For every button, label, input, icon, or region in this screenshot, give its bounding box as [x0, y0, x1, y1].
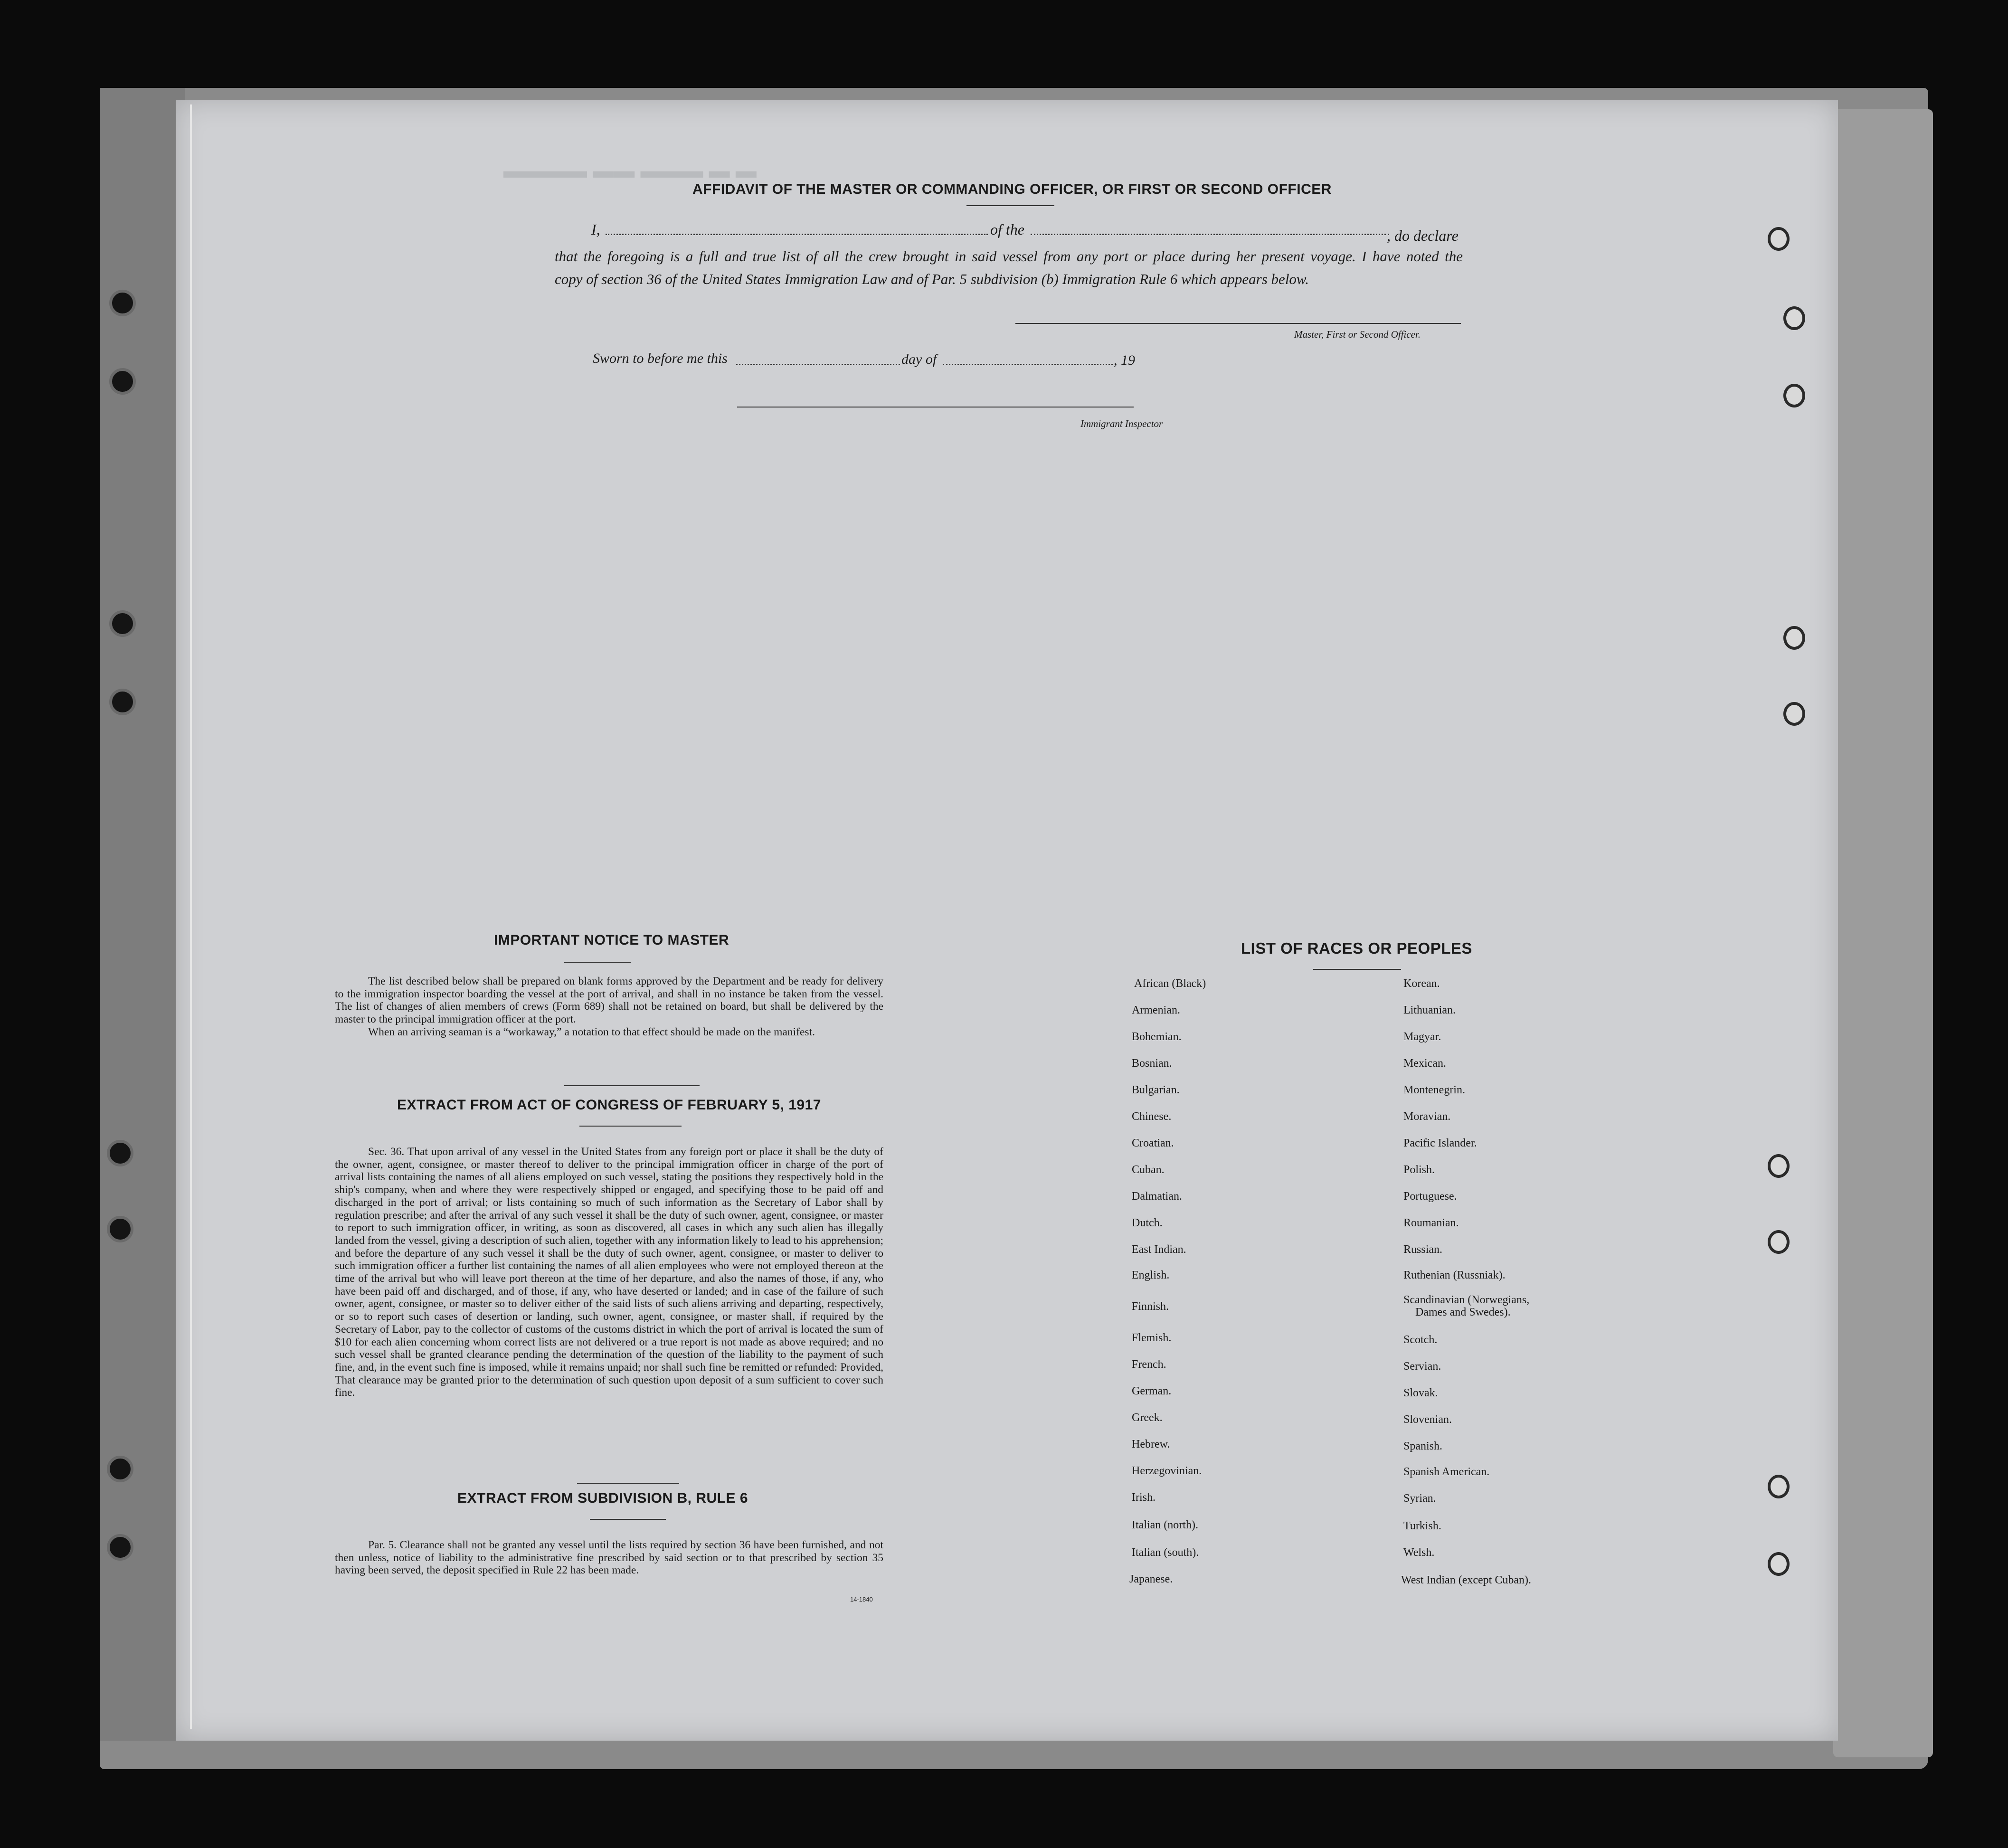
affidavit-line2: that the foregoing is a full and true list of all the crew brought in said vessel from any port or place during her present voyage. I have noted the [555, 248, 1463, 265]
race-item: Armenian. [1132, 1004, 1180, 1016]
inspector-caption: Immigrant Inspector [1080, 418, 1163, 429]
race-item: Italian (south). [1132, 1546, 1199, 1559]
backing-sheet-right-edge [1833, 109, 1933, 1757]
form-number: 14-1840 [850, 1596, 873, 1603]
sworn-day-blank[interactable] [736, 364, 900, 365]
rule-extract-underline [590, 1519, 666, 1520]
race-item: Polish. [1403, 1164, 1435, 1176]
binder-hole [1768, 1230, 1790, 1254]
race-item: Ruthenian (Russniak). [1403, 1269, 1506, 1281]
races-underline [1313, 969, 1401, 970]
notice-body [335, 975, 883, 1039]
notice-paragraph: When an arriving seaman is a “workaway,” a notation to that effect should be made on the manifest. [368, 1025, 815, 1038]
race-item: Scandinavian (Norwegians, [1403, 1294, 1530, 1306]
sworn-start: Sworn to before me this [593, 351, 728, 366]
binder-hole [107, 1534, 133, 1561]
race-item: Korean. [1403, 977, 1440, 990]
name-blank[interactable] [606, 234, 988, 235]
race-item: English. [1132, 1269, 1170, 1281]
race-item: Montenegrin. [1403, 1084, 1465, 1096]
race-item: Greek. [1132, 1412, 1163, 1424]
race-item: French. [1132, 1358, 1166, 1371]
rule-extract-title: EXTRACT FROM SUBDIVISION B, RULE 6 [457, 1490, 748, 1506]
race-item: Moravian. [1403, 1110, 1451, 1123]
race-item: Flemish. [1132, 1332, 1172, 1344]
page-fold-line [190, 104, 192, 1729]
binder-hole [1768, 1552, 1790, 1576]
signature-caption: Master, First or Second Officer. [1294, 329, 1421, 340]
sworn-year: , 19 [1114, 352, 1135, 368]
binder-hole [109, 689, 136, 715]
binder-hole [107, 1140, 133, 1166]
binder-hole [1783, 306, 1805, 330]
race-item: Dutch. [1132, 1217, 1163, 1229]
binder-hole [1783, 702, 1805, 726]
race-item: Turkish. [1403, 1520, 1441, 1532]
race-item: Slovak. [1403, 1387, 1438, 1399]
binder-hole [109, 290, 136, 316]
races-title: LIST OF RACES OR PEOPLES [1241, 939, 1472, 957]
bleed-through-marks: ▬ ▬ ▬▬▬ ▬▬ ▬▬▬▬ [503, 159, 757, 182]
race-item: Chinese. [1132, 1110, 1172, 1123]
affidavit-line1-start: I, [591, 221, 600, 238]
form-page [176, 100, 1838, 1741]
race-item: Roumanian. [1403, 1217, 1459, 1229]
race-item: Scotch. [1403, 1334, 1438, 1346]
race-item: Hebrew. [1132, 1438, 1170, 1450]
race-item: Dalmatian. [1132, 1190, 1182, 1203]
race-item: Bulgarian. [1132, 1084, 1180, 1096]
race-item: East Indian. [1132, 1243, 1186, 1256]
race-item: African (Black) [1134, 977, 1206, 990]
sworn-month-blank[interactable] [943, 364, 1116, 365]
race-item: Dames and Swedes). [1415, 1306, 1511, 1318]
race-item: Slovenian. [1403, 1413, 1452, 1426]
binder-hole [1783, 384, 1805, 408]
race-item: West Indian (except Cuban). [1401, 1574, 1531, 1586]
race-item: Magyar. [1403, 1031, 1441, 1043]
binder-hole [1768, 1475, 1790, 1498]
race-item: Russian. [1403, 1243, 1443, 1256]
act-extract-underline [579, 1126, 682, 1127]
race-item: Mexican. [1403, 1057, 1446, 1070]
sworn-mid: day of [901, 351, 937, 367]
act-extract-body [335, 1146, 883, 1399]
binder-hole [109, 368, 136, 395]
race-item: Servian. [1403, 1360, 1441, 1373]
vessel-blank[interactable] [1031, 234, 1389, 235]
section-divider [577, 1483, 679, 1484]
notice-underline [564, 962, 631, 963]
race-item: Pacific Islander. [1403, 1137, 1477, 1149]
notice-paragraph: The list described below shall be prepared on blank forms approved by the Department and be ready for delivery to the immigration inspector boarding the vessel at the port of arrival, and shall in no instance be taken from the vessel. The list of changes of alien members of crews (Form 689) shall not be retained on board, but shall be delivered by the master to the principal immigration officer at the port. [335, 975, 883, 1026]
race-item: Spanish. [1403, 1440, 1443, 1452]
rule-extract-body [335, 1539, 883, 1577]
race-item: Irish. [1132, 1491, 1156, 1504]
act-extract-title: EXTRACT FROM ACT OF CONGRESS OF FEBRUARY 5, 1917 [397, 1097, 821, 1113]
race-item: Bosnian. [1132, 1057, 1172, 1070]
race-item: Croatian. [1132, 1137, 1174, 1149]
affidavit-line1-end: , do declare [1387, 227, 1459, 244]
race-item: Lithuanian. [1403, 1004, 1456, 1016]
race-item: German. [1132, 1385, 1172, 1397]
notice-title: IMPORTANT NOTICE TO MASTER [494, 932, 729, 948]
signature-line[interactable] [1015, 323, 1461, 324]
race-item: Portuguese. [1403, 1190, 1457, 1203]
binder-hole [1768, 227, 1790, 251]
race-item: Japanese. [1129, 1573, 1173, 1585]
binder-hole [1783, 626, 1805, 650]
affidavit-line1-mid: of the [990, 221, 1024, 238]
act-extract-text: Sec. 36. That upon arrival of any vessel in the United States from any foreign port or place it shall be the duty of the owner, agent, consignee, or master thereof to deliver to the principal immigration officer in charge of the port of arrival lists containing the names of all aliens employed on such vessel, stating the positions they respectively hold in the ship's company, when and where they were respectively shipped or engaged, and specifying those to be paid off and discharged in the port of arrival; or lists containing so much of such information as the Secretary of Labor shall by regulation prescribe; and after the arrival of any such vessel it shall be the duty of such owner, agent, consignee, or master to report to such immigration officer, in writing, as soon as discovered, all cases in which any such alien has illegally landed from the vessel, giving a description of such alien, together with any information likely to lead to his apprehension; and before the departure of any such vessel it shall be the duty of such owner, agent, consignee, or master to deliver to such immigration officer a further list containing the names of all alien employees who were not employed thereon at the time of the arrival but who will leave port thereon at the time of her departure, and also the names of those, if any, who have been paid off and discharged, and of those, if any, who have deserted or landed; and in case of the failure of such owner, agent, consignee, or master so to deliver either of the said lists of such aliens arriving and departing, respectively, or so to report such cases of desertion or landing, such owner, agent, consignee, or master shall, if required by the Secretary of Labor, pay to the collector of customs of the customs district in which the port of arrival is located the sum of $10 for each alien concerning whom correct lists are not delivered or a true report is not made as above required; and no such vessel shall be granted clearance pending the determination of the question of the liability to the payment of such fine, and, in the event such fine is imposed, while it remains unpaid; nor shall such fine be remitted or refunded: Provided, That clearance may be granted prior to the determination of such question upon deposit of a sum sufficient to cover such fine. [335, 1146, 883, 1399]
binder-hole [109, 610, 136, 637]
race-item: Cuban. [1132, 1164, 1165, 1176]
race-item: Spanish American. [1403, 1466, 1490, 1478]
race-item: Syrian. [1403, 1492, 1436, 1505]
race-item: Italian (north). [1132, 1519, 1198, 1531]
inspector-signature-line[interactable] [737, 407, 1134, 408]
affidavit-line3: copy of section 36 of the United States Immigration Law and of Par. 5 subdivision (b) Immigration Rule 6 which appears below. [555, 271, 1309, 287]
section-divider [564, 1085, 700, 1086]
title-underline [966, 205, 1054, 206]
race-item: Herzegovinian. [1132, 1465, 1202, 1477]
affidavit-title: AFFIDAVIT OF THE MASTER OR COMMANDING OFFICER, OR FIRST OR SECOND OFFICER [692, 181, 1332, 197]
binder-hole [107, 1456, 133, 1482]
race-item: Welsh. [1403, 1546, 1435, 1559]
backing-sheet-left-edge [100, 88, 185, 1741]
race-item: Bohemian. [1132, 1031, 1182, 1043]
race-item: Finnish. [1132, 1300, 1169, 1313]
binder-hole [107, 1216, 133, 1242]
binder-hole [1768, 1154, 1790, 1178]
rule-extract-text: Par. 5. Clearance shall not be granted any vessel until the lists required by section 36 have been furnished, and not then unless, notice of liability to the administrative fine prescribed by said section or to that prescribed by section 35 having been served, the deposit specified in Rule 22 has been made. [335, 1539, 883, 1577]
